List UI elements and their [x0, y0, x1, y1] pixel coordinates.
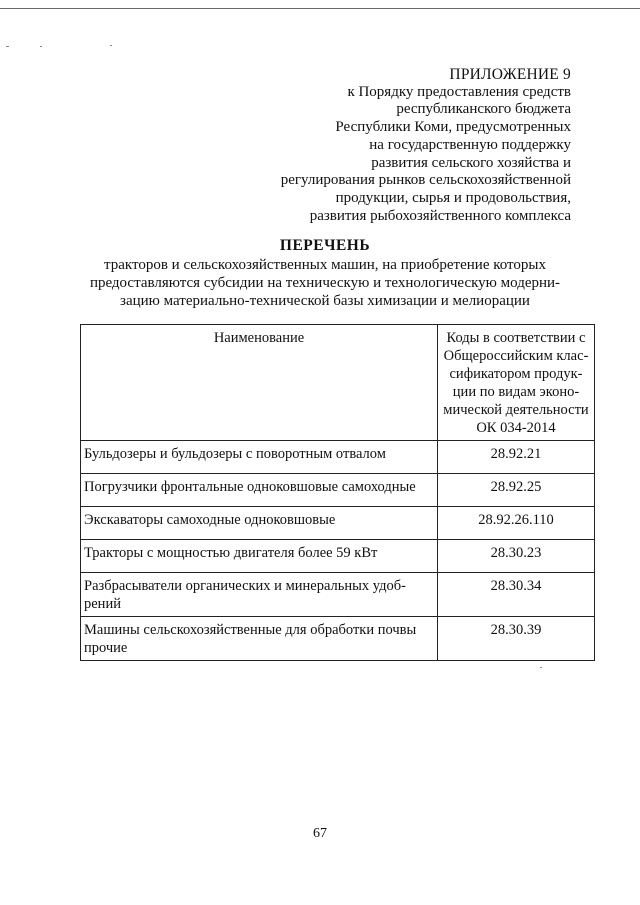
cell-code: 28.30.23	[438, 540, 595, 573]
appendix-line: регулирования рынков сельскохозяйственной	[280, 172, 571, 189]
table-row	[81, 474, 595, 507]
scan-top-border	[0, 8, 640, 9]
appendix-line: республиканского бюджета	[396, 101, 571, 118]
cell-name-line: Тракторы с мощностью двигателя более 59 кВт	[84, 545, 378, 561]
column-header-code-line: Общероссийским клас-	[443, 348, 589, 364]
cell-name	[81, 573, 438, 617]
table-row	[81, 540, 595, 573]
appendix-line: развития сельского хозяйства и	[371, 154, 571, 171]
column-header-code-line: мической деятельности	[443, 402, 589, 418]
cell-code: 28.30.34	[438, 573, 595, 617]
cell-name-line: Машины сельскохозяйственные для обработки почвы	[84, 622, 417, 638]
appendix-title: ПРИЛОЖЕНИЕ 9	[449, 66, 571, 83]
table-row	[81, 507, 595, 540]
column-header-code-line: Коды в соответствии с	[446, 330, 586, 346]
table-row	[81, 617, 595, 661]
column-header-code-line: ОК 034-2014	[476, 420, 556, 436]
list-subtitle-line: зацию материально-технической базы химизации и мелиорации	[120, 293, 530, 309]
appendix-block	[241, 66, 571, 225]
appendix-line: к Порядку предоставления средств	[347, 83, 571, 100]
scan-artifact	[6, 46, 9, 47]
appendix-line: продукции, сырья и продовольствия,	[335, 189, 571, 206]
list-heading	[80, 237, 570, 310]
table-row	[81, 573, 595, 617]
scan-artifact	[40, 46, 42, 47]
cell-name-line: рений	[84, 596, 121, 612]
cell-name-line: Бульдозеры и бульдозеры с поворотным отвалом	[84, 446, 386, 462]
table-row	[81, 441, 595, 474]
appendix-line: на государственную поддержку	[369, 136, 571, 153]
appendix-line: развития рыбохозяйственного комплекса	[309, 207, 571, 224]
scan-artifact	[110, 45, 112, 46]
cell-name-line: Экскаваторы самоходные одноковшовые	[84, 512, 336, 528]
machinery-table	[80, 324, 595, 661]
cell-code: 28.92.26.110	[438, 507, 595, 540]
cell-code: 28.92.21	[438, 441, 595, 474]
column-header-code	[438, 325, 595, 441]
cell-name-line: Разбрасыватели органических и минеральных удоб-	[84, 578, 406, 594]
list-subtitle-line: предоставляются субсидии на техническую и технологическую модерни-	[89, 275, 561, 291]
cell-name-line: прочие	[84, 640, 128, 656]
appendix-line: Республики Коми, предусмотренных	[335, 119, 571, 136]
column-header-code-line: сификатором продук-	[449, 366, 583, 382]
cell-code: 28.92.25	[438, 474, 595, 507]
list-title: ПЕРЕЧЕНЬ	[279, 237, 371, 254]
cell-name	[81, 617, 438, 661]
scan-artifact	[540, 667, 542, 668]
cell-name-line: Погрузчики фронтальные одноковшовые самоходные	[84, 479, 416, 495]
cell-name	[81, 507, 438, 540]
cell-name	[81, 474, 438, 507]
table-header-row	[81, 325, 595, 441]
cell-name	[81, 540, 438, 573]
list-subtitle-line: тракторов и сельскохозяйственных машин, на приобретение которых	[104, 257, 546, 273]
cell-name	[81, 441, 438, 474]
column-header-name	[81, 325, 438, 441]
column-header-code-line: ции по видам эконо-	[452, 384, 580, 400]
cell-code: 28.30.39	[438, 617, 595, 661]
column-header-name-text: Наименование	[213, 330, 305, 346]
page-number: 67	[313, 826, 327, 841]
